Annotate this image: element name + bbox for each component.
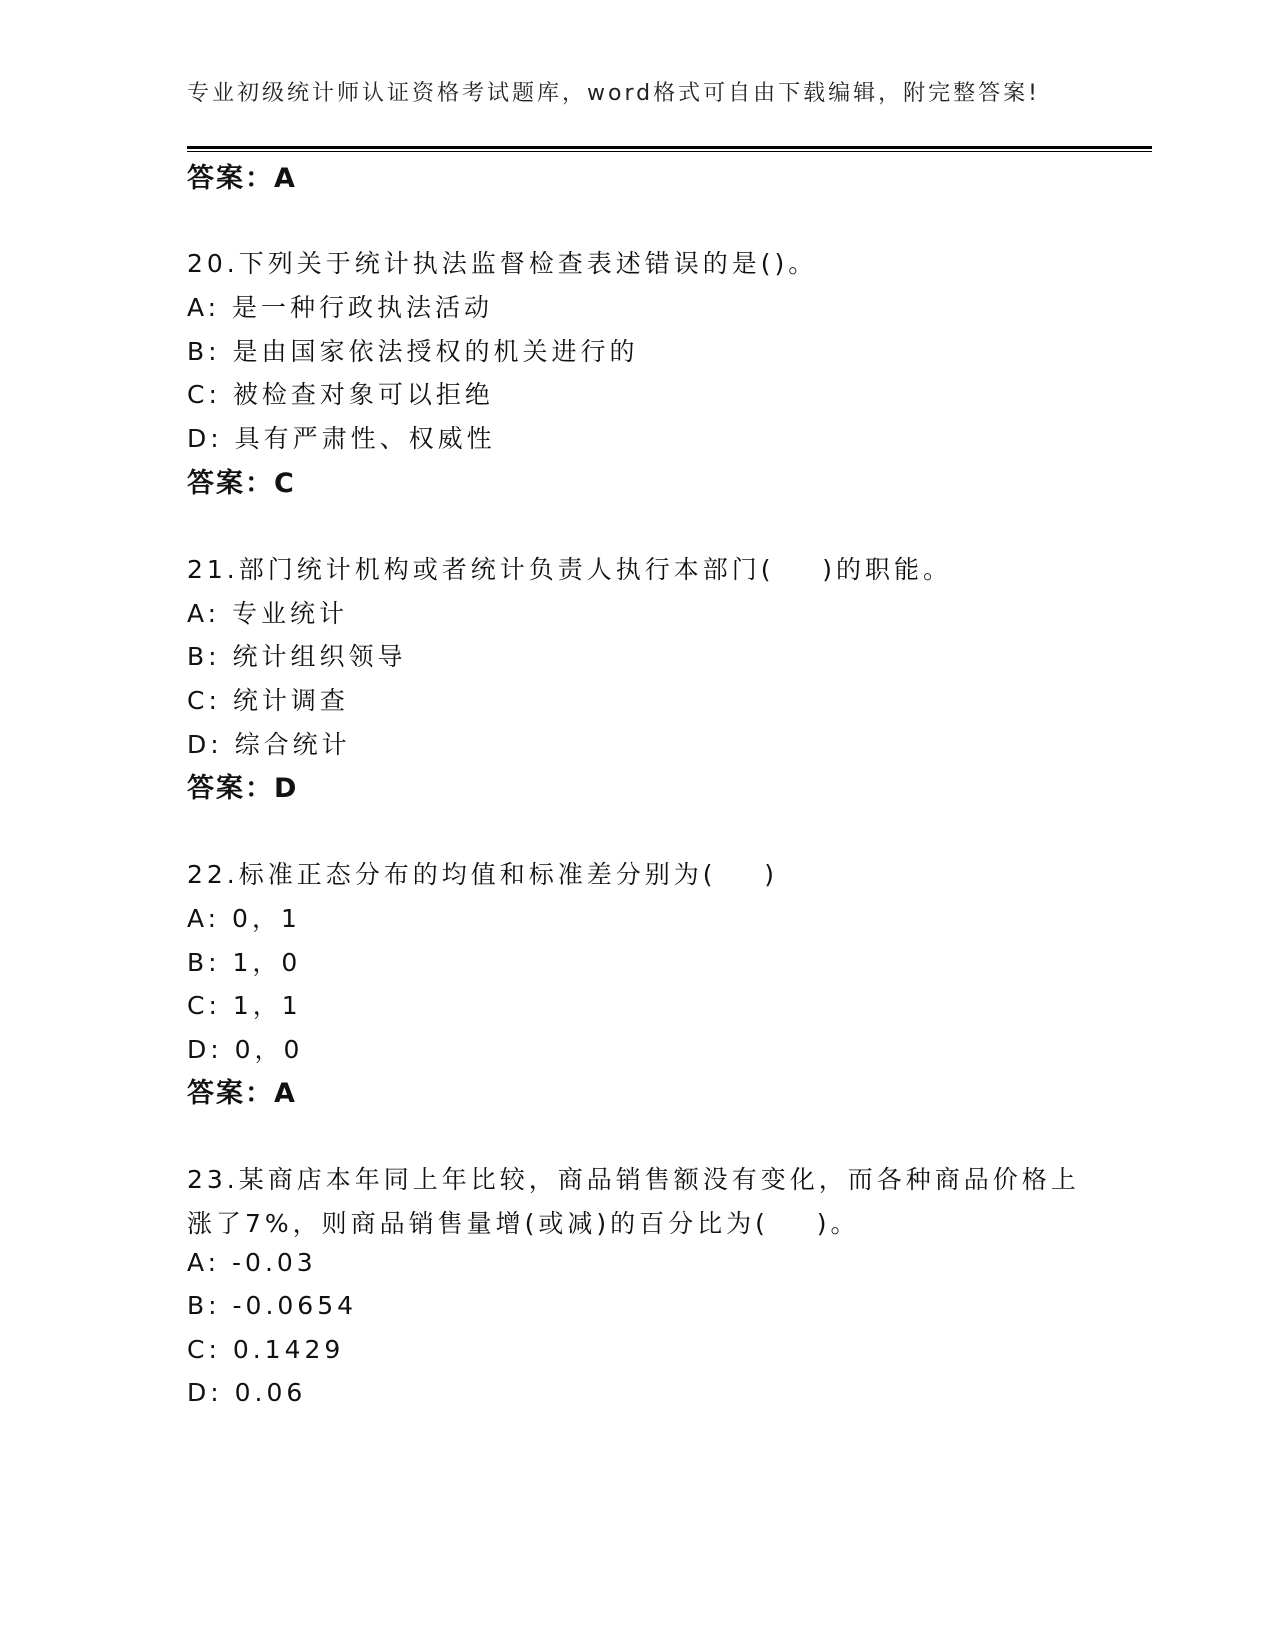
answer-22: 答案：A <box>187 1078 297 1109</box>
question-20-option-d: D: 具有严肃性、权威性 <box>187 424 496 453</box>
answer-19: 答案：A <box>187 163 297 194</box>
question-23-stem-line1: 23.某商店本年同上年比较，商品销售额没有变化，而各种商品价格上 <box>187 1165 1080 1194</box>
question-21-stem: 21.部门统计机构或者统计负责人执行本部门( )的职能。 <box>187 555 953 584</box>
question-23-option-a: A: -0.03 <box>187 1248 317 1277</box>
question-21-option-d: D: 综合统计 <box>187 730 351 759</box>
header-rule-thin <box>187 151 1152 152</box>
question-21-option-b: B: 统计组织领导 <box>187 642 407 671</box>
question-23-option-d: D: 0.06 <box>187 1378 307 1407</box>
question-20-option-b: B: 是由国家依法授权的机关进行的 <box>187 337 639 366</box>
question-22-option-b: B: 1，0 <box>187 948 302 977</box>
header-rule-thick <box>187 146 1152 149</box>
question-21-option-c: C: 统计调查 <box>187 686 349 715</box>
page-header: 专业初级统计师认证资格考试题库，word格式可自由下载编辑，附完整答案! <box>187 81 1040 106</box>
question-22-stem: 22.标准正态分布的均值和标准差分别为( ) <box>187 860 779 889</box>
question-23-stem-line2: 涨了7%，则商品销售量增(或减)的百分比为( )。 <box>187 1209 860 1238</box>
question-20-option-c: C: 被检查对象可以拒绝 <box>187 380 494 409</box>
question-20-stem: 20.下列关于统计执法监督检查表述错误的是()。 <box>187 249 818 278</box>
question-20-option-a: A: 是一种行政执法活动 <box>187 293 494 322</box>
question-23-option-b: B: -0.0654 <box>187 1291 358 1320</box>
question-21-option-a: A: 专业统计 <box>187 599 349 628</box>
question-22-option-d: D: 0，0 <box>187 1035 304 1064</box>
answer-21: 答案：D <box>187 773 299 804</box>
question-22-option-c: C: 1，1 <box>187 991 302 1020</box>
question-23-option-c: C: 0.1429 <box>187 1335 345 1364</box>
answer-20: 答案：C <box>187 468 296 499</box>
question-22-option-a: A: 0，1 <box>187 904 301 933</box>
